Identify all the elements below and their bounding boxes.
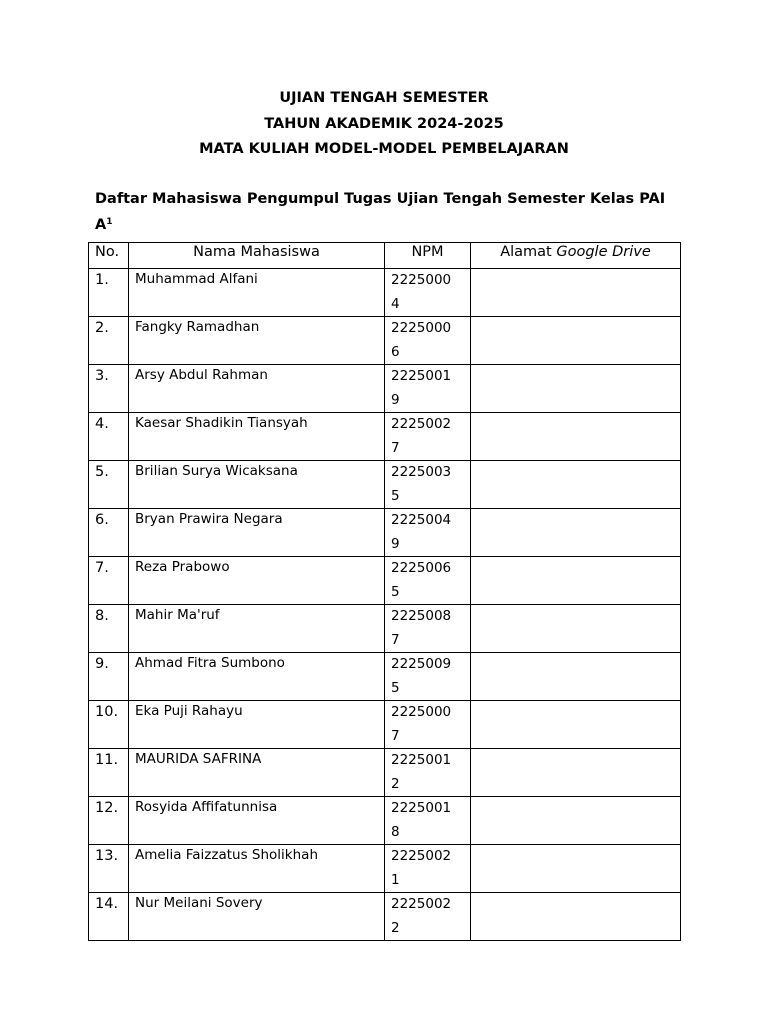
npm-line-2: 9 <box>391 391 400 408</box>
student-npm <box>385 317 471 365</box>
google-drive-address[interactable] <box>471 701 681 749</box>
table-row <box>89 269 681 317</box>
npm-line-1: 2225001 <box>391 800 452 816</box>
row-number: 7. <box>89 557 129 605</box>
student-name: Mahir Ma'ruf <box>129 605 385 653</box>
student-npm <box>385 605 471 653</box>
npm-line-1: 2225006 <box>391 560 452 576</box>
student-npm <box>385 893 471 941</box>
student-npm <box>385 797 471 845</box>
column-header-name: Nama Mahasiswa <box>129 243 385 269</box>
row-number: 8. <box>89 605 129 653</box>
student-name: Brilian Surya Wicaksana <box>129 461 385 509</box>
table-row <box>89 509 681 557</box>
row-number: 1. <box>89 269 129 317</box>
student-npm <box>385 509 471 557</box>
table-row <box>89 701 681 749</box>
npm-line-1: 2225002 <box>391 896 452 912</box>
header-line-year: TAHUN AKADEMIK 2024-2025 <box>264 115 504 132</box>
row-number: 4. <box>89 413 129 461</box>
student-npm <box>385 653 471 701</box>
npm-line-1: 2225002 <box>391 848 452 864</box>
table-row <box>89 893 681 941</box>
column-header-no: No. <box>89 243 129 269</box>
student-name: MAURIDA SAFRINA <box>129 749 385 797</box>
npm-line-1: 2225000 <box>391 272 452 288</box>
google-drive-address[interactable] <box>471 605 681 653</box>
column-header-drive-italic: Google Drive <box>556 244 651 260</box>
row-number: 11. <box>89 749 129 797</box>
google-drive-address[interactable] <box>471 509 681 557</box>
npm-line-2: 5 <box>391 487 400 504</box>
google-drive-address[interactable] <box>471 893 681 941</box>
subtitle-text: Daftar Mahasiswa Pengumpul Tugas Ujian Tengah Semester Kelas PAI A <box>95 191 666 233</box>
google-drive-address[interactable] <box>471 653 681 701</box>
npm-line-2: 5 <box>391 583 400 600</box>
list-subtitle <box>95 187 685 238</box>
table-row <box>89 845 681 893</box>
student-table <box>88 242 681 941</box>
column-header-npm: NPM <box>385 243 471 269</box>
student-name: Reza Prabowo <box>129 557 385 605</box>
student-name: Fangky Ramadhan <box>129 317 385 365</box>
row-number: 6. <box>89 509 129 557</box>
npm-line-1: 2225004 <box>391 512 452 528</box>
row-number: 5. <box>89 461 129 509</box>
table-row <box>89 365 681 413</box>
row-number: 14. <box>89 893 129 941</box>
student-name: Muhammad Alfani <box>129 269 385 317</box>
student-name: Rosyida Affifatunnisa <box>129 797 385 845</box>
npm-line-2: 6 <box>391 343 400 360</box>
google-drive-address[interactable] <box>471 365 681 413</box>
footnote-mark: 1 <box>106 216 113 227</box>
google-drive-address[interactable] <box>471 749 681 797</box>
table-row <box>89 317 681 365</box>
npm-line-2: 2 <box>391 775 400 792</box>
student-name: Bryan Prawira Negara <box>129 509 385 557</box>
npm-line-2: 7 <box>391 631 400 648</box>
npm-line-1: 2225008 <box>391 608 452 624</box>
google-drive-address[interactable] <box>471 413 681 461</box>
table-row <box>89 461 681 509</box>
student-npm <box>385 557 471 605</box>
table-row <box>89 413 681 461</box>
student-npm <box>385 749 471 797</box>
table-body <box>89 269 681 941</box>
google-drive-address[interactable] <box>471 317 681 365</box>
student-name: Eka Puji Rahayu <box>129 701 385 749</box>
row-number: 13. <box>89 845 129 893</box>
google-drive-address[interactable] <box>471 797 681 845</box>
column-header-drive-prefix: Alamat <box>500 244 552 260</box>
google-drive-address[interactable] <box>471 557 681 605</box>
row-number: 2. <box>89 317 129 365</box>
student-npm <box>385 269 471 317</box>
table-header-row <box>89 243 681 269</box>
student-npm <box>385 845 471 893</box>
table-row <box>89 749 681 797</box>
student-name: Ahmad Fitra Sumbono <box>129 653 385 701</box>
npm-line-2: 7 <box>391 439 400 456</box>
google-drive-address[interactable] <box>471 269 681 317</box>
npm-line-1: 2225000 <box>391 704 452 720</box>
npm-line-2: 8 <box>391 823 400 840</box>
npm-line-2: 5 <box>391 679 400 696</box>
table-row <box>89 557 681 605</box>
row-number: 10. <box>89 701 129 749</box>
table-row <box>89 605 681 653</box>
student-name: Kaesar Shadikin Tiansyah <box>129 413 385 461</box>
npm-line-1: 2225001 <box>391 368 452 384</box>
table-row <box>89 797 681 845</box>
npm-line-2: 1 <box>391 871 400 888</box>
student-npm <box>385 413 471 461</box>
column-header-drive <box>471 243 681 269</box>
npm-line-2: 7 <box>391 727 400 744</box>
npm-line-2: 2 <box>391 919 400 936</box>
row-number: 12. <box>89 797 129 845</box>
npm-line-2: 9 <box>391 535 400 552</box>
row-number: 3. <box>89 365 129 413</box>
header-line-exam: UJIAN TENGAH SEMESTER <box>279 90 489 106</box>
student-npm <box>385 461 471 509</box>
google-drive-address[interactable] <box>471 845 681 893</box>
student-name: Arsy Abdul Rahman <box>129 365 385 413</box>
header-line-course: MATA KULIAH MODEL-MODEL PEMBELAJARAN <box>199 141 569 157</box>
google-drive-address[interactable] <box>471 461 681 509</box>
student-npm <box>385 365 471 413</box>
npm-line-2: 4 <box>391 295 400 312</box>
npm-line-1: 2225003 <box>391 464 452 480</box>
table-row <box>89 653 681 701</box>
student-name: Amelia Faizzatus Sholikhah <box>129 845 385 893</box>
npm-line-1: 2225001 <box>391 752 452 768</box>
row-number: 9. <box>89 653 129 701</box>
npm-line-1: 2225002 <box>391 416 452 432</box>
student-name: Nur Meilani Sovery <box>129 893 385 941</box>
student-npm <box>385 701 471 749</box>
npm-line-1: 2225009 <box>391 656 452 672</box>
document-header <box>0 86 768 163</box>
npm-line-1: 2225000 <box>391 320 452 336</box>
